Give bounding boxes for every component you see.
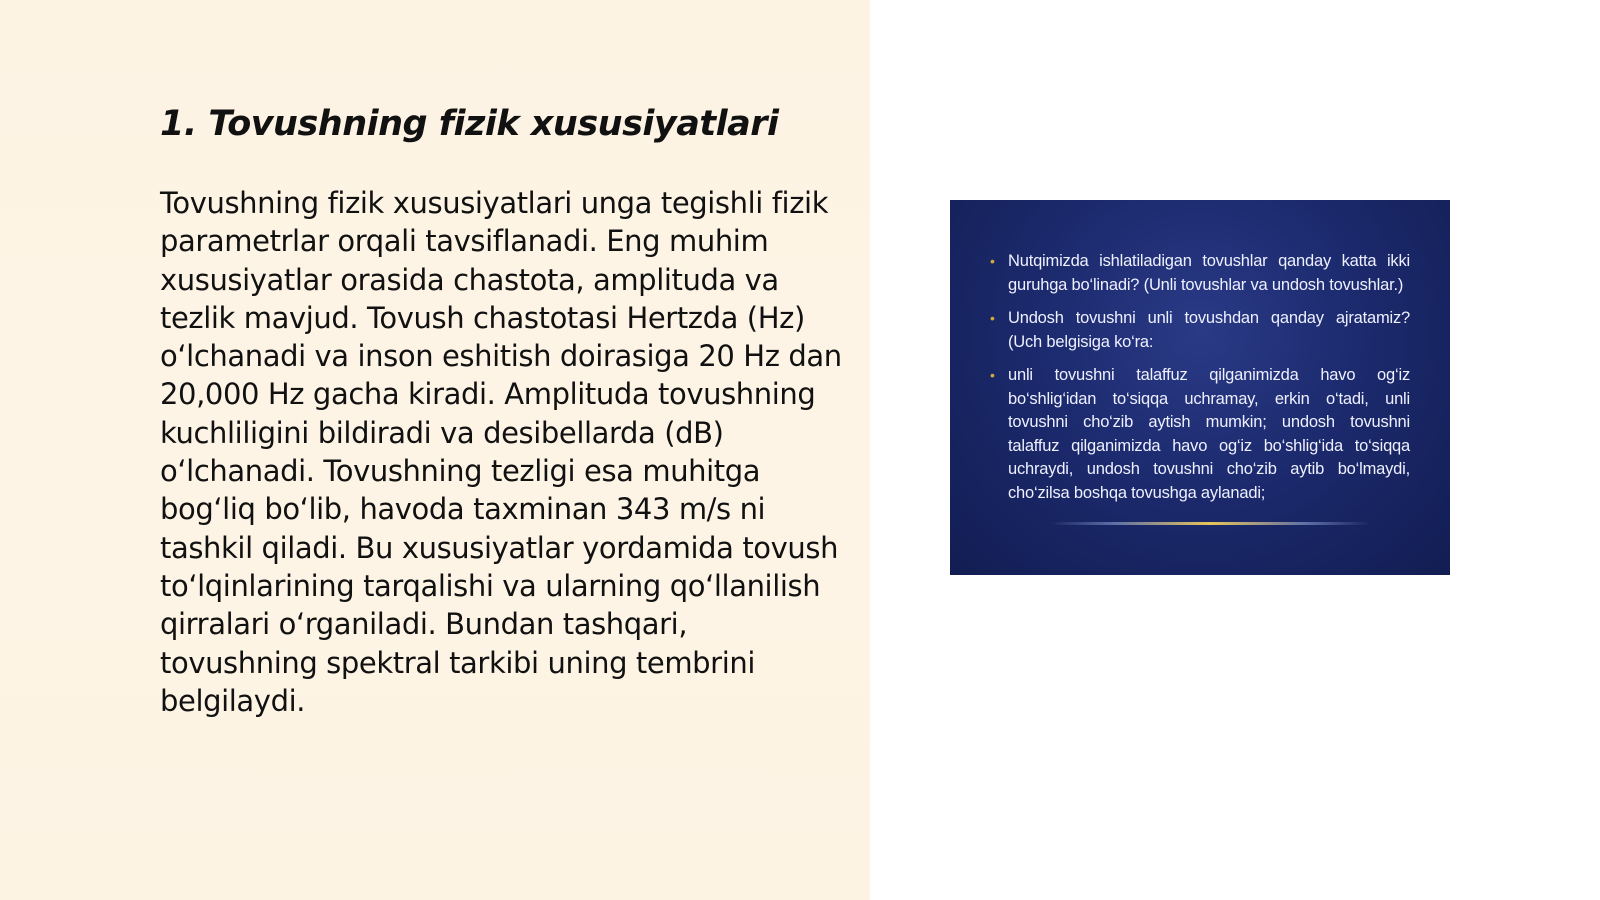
bullet-icon: • (990, 310, 995, 326)
image-bullet-item (988, 250, 1410, 297)
image-bullet-item (988, 364, 1410, 505)
slide-title: 1. Tovushning fizik xususiyatlari (160, 104, 779, 144)
image-bullet-text: Undosh tovushni unli tovushdan qanday ajratamiz? (Uch belgisiga ko‘ra: (1008, 309, 1410, 351)
image-bullet-list (988, 250, 1410, 515)
bullet-icon: • (990, 253, 995, 269)
decorative-glow-line (1050, 522, 1370, 525)
image-bullet-text: Nutqimizda ishlatiladigan tovushlar qanday katta ikki guruhga bo‘linadi? (Unli tovushlar va undosh tovushlar.) (1008, 252, 1410, 294)
slide-body-text: Tovushning fizik xususiyatlari unga tegishli fizik parametrlar orqali tavsiflanadi. Eng muhim xususiyatlar orasida chastota, amplituda va tezlik mavjud. Tovush chastotasi Hertzda (Hz) o‘lchanadi va inson eshitish doirasiga 20 Hz dan 20,000 Hz gacha kiradi. Amplituda tovushning kuchliligini bildiradi va desibellarda (dB) o‘lchanadi. Tovushning tezligi esa muhitga bog‘liq bo‘lib, havoda taxminan 343 m/s ni tashkil qiladi. Bu xususiyatlar yordamida tovush to‘lqinlarining tarqalishi va ularning qo‘llanilish qirralari o‘rganiladi. Bundan tashqari, tovushning spektral tarkibi uning tembrini belgilaydi. (160, 186, 842, 718)
image-bullet-item (988, 307, 1410, 354)
image-bullet-text: unli tovushni talaffuz qilganimizda havo og‘iz bo‘shlig‘idan to‘siqqa uchramay, erkin o‘tadi, unli tovushni cho‘zib aytish mumkin; undosh tovushni talaffuz qilganimizda havo og‘iz bo‘shlig‘ida to‘siqqa uchraydi, undosh tovushni cho‘zib aytib bo‘lmaydi, cho‘zilsa boshqa tovushga aylanadi; (1008, 366, 1410, 502)
slide-image (950, 200, 1450, 575)
bullet-icon: • (990, 367, 995, 383)
